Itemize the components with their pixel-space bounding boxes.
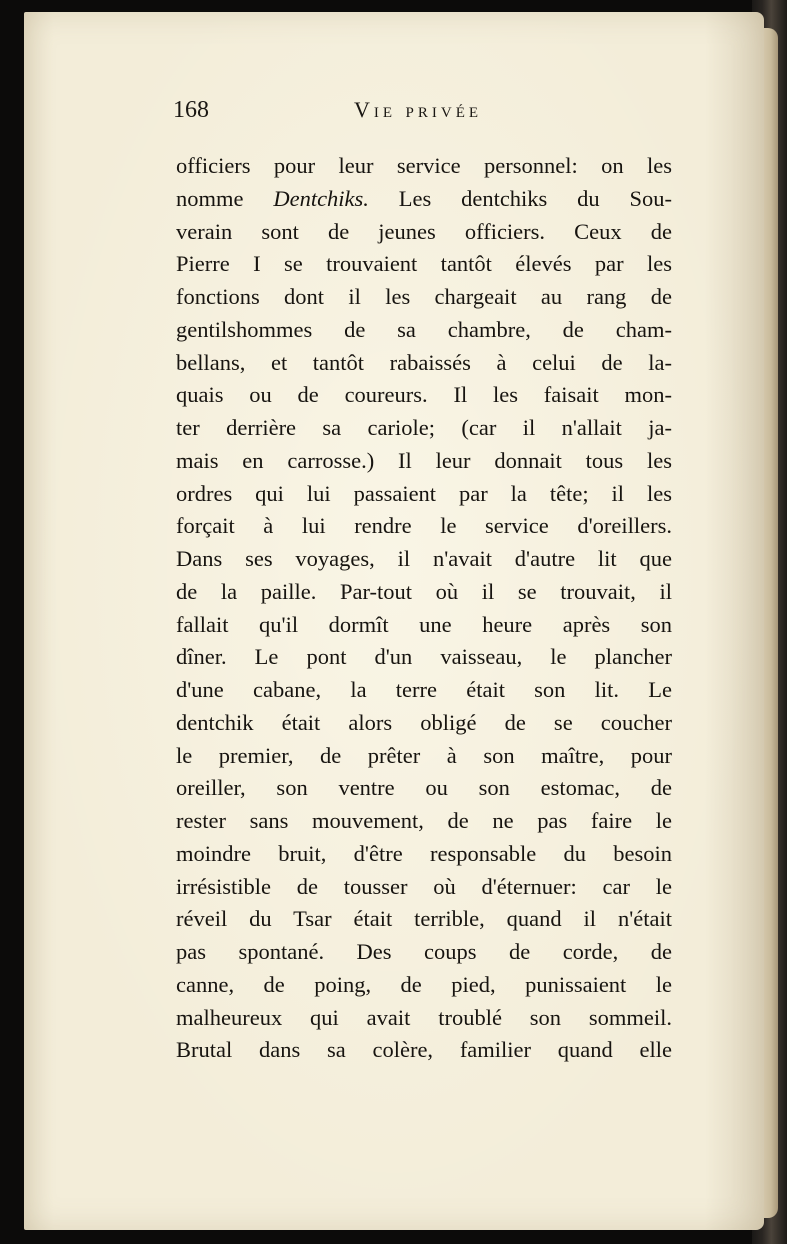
text-segment: verain sont de jeunes officiers. Ceux de [176, 218, 672, 244]
text-line [176, 1034, 672, 1067]
text-line [176, 772, 672, 805]
text-segment: Les dentchiks du Sou- [368, 185, 672, 211]
text-segment: Brutal dans sa colère, familier quand elle [176, 1037, 672, 1063]
text-segment: le premier, de prêter à son maître, pour [176, 742, 672, 768]
text-segment: dîner. Le pont d'un vaisseau, le plancher [176, 644, 672, 670]
text-line [176, 412, 672, 445]
text-segment: bellans, et tantôt rabaissés à celui de la- [176, 349, 672, 375]
text-line [176, 707, 672, 740]
text-line [176, 314, 672, 347]
text-line [176, 150, 672, 183]
text-line [176, 609, 672, 642]
text-line [176, 576, 672, 609]
text-segment: mais en carrosse.) Il leur donnait tous les [176, 447, 672, 473]
text-line [176, 510, 672, 543]
text-segment: gentilshommes de sa chambre, de cham- [176, 316, 672, 342]
text-segment: Dans ses voyages, il n'avait d'autre lit que [176, 546, 672, 571]
text-segment: officiers pour leur service personnel: on les [176, 153, 672, 178]
text-line [176, 674, 672, 707]
text-segment: quais ou de coureurs. Il les faisait mon- [176, 382, 672, 408]
text-line [176, 871, 672, 904]
text-line [176, 543, 672, 576]
text-line [176, 281, 672, 314]
text-line [176, 248, 672, 281]
text-segment: rester sans mouvement, de ne pas faire le [176, 808, 672, 833]
text-segment: oreiller, son ventre ou son estomac, de [176, 775, 672, 801]
text-line [176, 1002, 672, 1035]
text-line [176, 641, 672, 674]
text-segment: dentchik était alors obligé de se coucher [176, 709, 672, 735]
text-line [176, 445, 672, 478]
text-segment: irrésistible de tousser où d'éternuer: car le [176, 873, 672, 899]
body-text [176, 150, 672, 1067]
text-line [176, 936, 672, 969]
text-segment: canne, de poing, de pied, punissaient le [176, 971, 672, 997]
text-segment: fonctions dont il les chargeait au rang de [176, 284, 672, 309]
italic-term: Dentchiks. [273, 185, 369, 211]
text-line [176, 478, 672, 511]
page-number: 168 [173, 97, 209, 123]
text-line [176, 347, 672, 380]
text-segment: forçait à lui rendre le service d'oreillers. [176, 513, 672, 539]
text-segment: pas spontané. Des coups de corde, de [176, 939, 672, 964]
text-line [176, 838, 672, 871]
text-segment: réveil du Tsar était terrible, quand il n'était [176, 906, 672, 932]
text-line [176, 903, 672, 936]
text-segment: Pierre I se trouvaient tantôt élevés par les [176, 251, 672, 277]
book-page [24, 12, 764, 1230]
text-segment: fallait qu'il dormît une heure après son [176, 611, 672, 637]
text-line [176, 216, 672, 249]
text-segment: ter derrière sa cariole; (car il n'allait ja- [176, 415, 672, 440]
text-line [176, 805, 672, 838]
text-segment: nomme [176, 185, 274, 211]
running-head: Vie privée [354, 97, 483, 122]
text-line [176, 379, 672, 412]
text-segment: d'une cabane, la terre était son lit. Le [176, 677, 672, 702]
text-line [176, 740, 672, 773]
text-segment: malheureux qui avait troublé son sommeil. [176, 1004, 672, 1030]
text-line [176, 183, 672, 216]
text-segment: ordres qui lui passaient par la tête; il les [176, 480, 672, 506]
text-segment: moindre bruit, d'être responsable du besoin [176, 840, 672, 866]
text-line [176, 969, 672, 1002]
text-segment: de la paille. Par-tout où il se trouvait, il [176, 578, 672, 604]
page-header [24, 97, 764, 137]
